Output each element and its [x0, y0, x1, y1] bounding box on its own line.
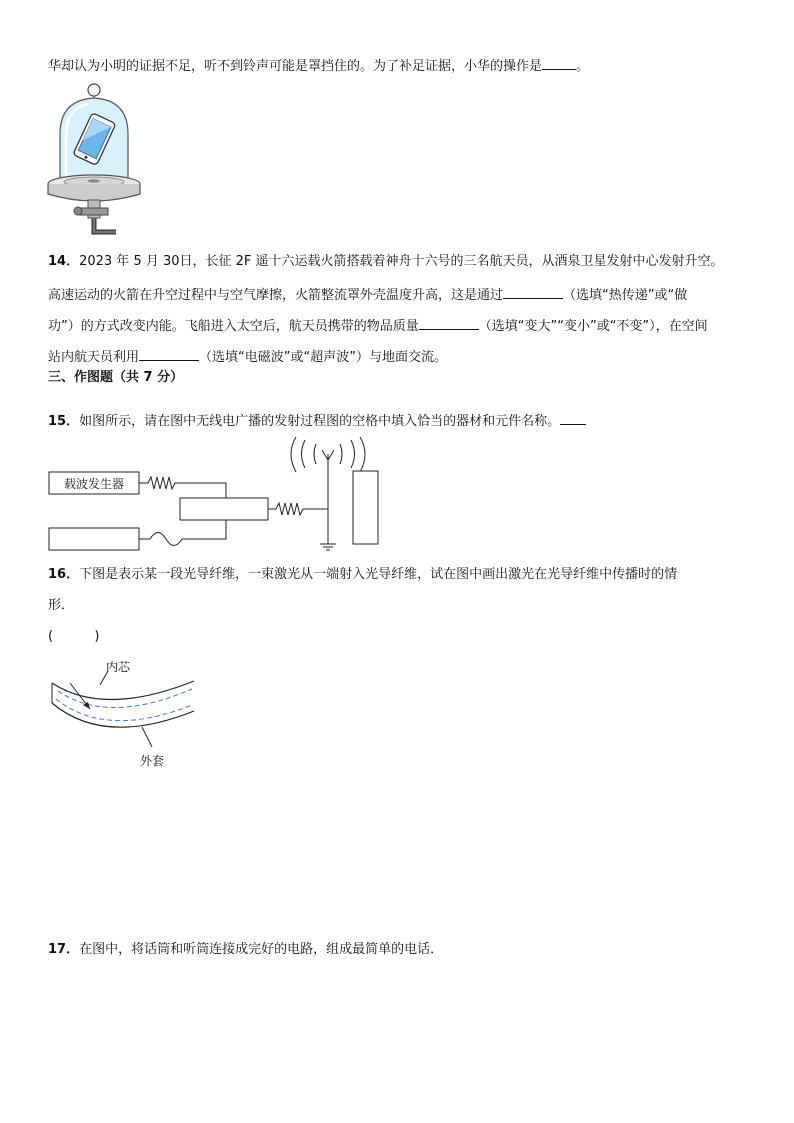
inner-core-label: 内芯 — [106, 660, 131, 674]
q15-line — [48, 412, 586, 430]
optical-fiber-figure — [44, 655, 204, 775]
q15-answer-blank[interactable] — [560, 412, 586, 425]
q14-line-3 — [48, 317, 708, 335]
section-title: 三、作图题（共 7 分） — [48, 370, 184, 385]
q14-number: 14． — [48, 254, 80, 269]
fiber-outer-bottom — [52, 703, 194, 727]
q14-line4-b: （选填“电磁波”或“超声波”）与地面交流。 — [199, 350, 447, 365]
radio-transmission-diagram — [0, 436, 400, 556]
jar-knob — [88, 84, 100, 96]
audio-signal-wave — [139, 520, 226, 546]
modulated-wave — [268, 503, 328, 515]
fiber-outer-top — [52, 681, 194, 700]
q16-line-1 — [48, 567, 677, 583]
q13-tail-line — [48, 57, 589, 75]
q16-number: 16． — [48, 567, 80, 582]
q16-line1: 下图是表示某一段光导纤维，一束激光从一端射入光导纤维，试在图中画出激光在光导纤维中传播时的情 — [79, 567, 678, 582]
blank-box-bottom[interactable] — [49, 528, 139, 550]
q17-line — [48, 942, 443, 958]
outer-leader — [142, 727, 152, 747]
q15-text: 如图所示，请在图中无线电广播的发射过程图的空格中填入恰当的器材和元件名称。 — [79, 414, 561, 429]
blank-box-middle[interactable] — [180, 498, 268, 520]
bell-jar-figure — [44, 82, 154, 242]
q14-line-4 — [48, 348, 447, 366]
q14-line-1 — [48, 254, 724, 270]
q13-answer-blank[interactable] — [542, 57, 576, 70]
q16-answer-paren[interactable]: ( ) — [48, 629, 100, 644]
outer-sheath-label: 外套 — [140, 754, 165, 768]
carrier-generator-label: 载波发生器 — [63, 477, 125, 491]
q14-line-2 — [48, 286, 687, 304]
fiber-core-top — [58, 689, 192, 708]
q14-line2-a: 高速运动的火箭在升空过程中与空气摩擦，火箭整流罩外壳温度升高，这是通过 — [48, 288, 504, 303]
q14-line1: 2023 年 5 月 30日，长征 2F 遥十六运载火箭搭载着神舟十六号的三名航天员，从酒泉卫星发射中心发射升空。 — [79, 254, 724, 269]
carrier-wave — [139, 477, 226, 498]
q17-text: 在图中，将话筒和听筒连接成完好的电路，组成最简单的电话． — [79, 942, 444, 957]
q13-text-before: 华却认为小明的证据不足，听不到铃声可能是罩挡住的。为了补足证据，小华的操作是 — [48, 59, 543, 74]
q14-line3-a: 功”）的方式改变内能。飞船进入太空后，航天员携带的物品质量 — [48, 319, 419, 334]
q13-text-after: 。 — [576, 59, 590, 74]
q14-line2-b: （选填“热传递”或“做 — [563, 288, 688, 303]
q14-line4-a: 站内航天员利用 — [48, 350, 140, 365]
fiber-core-bottom — [56, 699, 192, 721]
q16-line-2: 形． — [48, 598, 75, 613]
blank-box-right[interactable] — [353, 471, 378, 544]
q14-blank-1[interactable] — [503, 286, 563, 299]
q14-blank-3[interactable] — [139, 348, 199, 361]
q15-number: 15． — [48, 414, 80, 429]
q14-line3-b: （选填“变大”“变小”或“不变”），在空间 — [478, 319, 708, 334]
q14-blank-2[interactable] — [419, 317, 479, 330]
q17-number: 17． — [48, 942, 80, 957]
